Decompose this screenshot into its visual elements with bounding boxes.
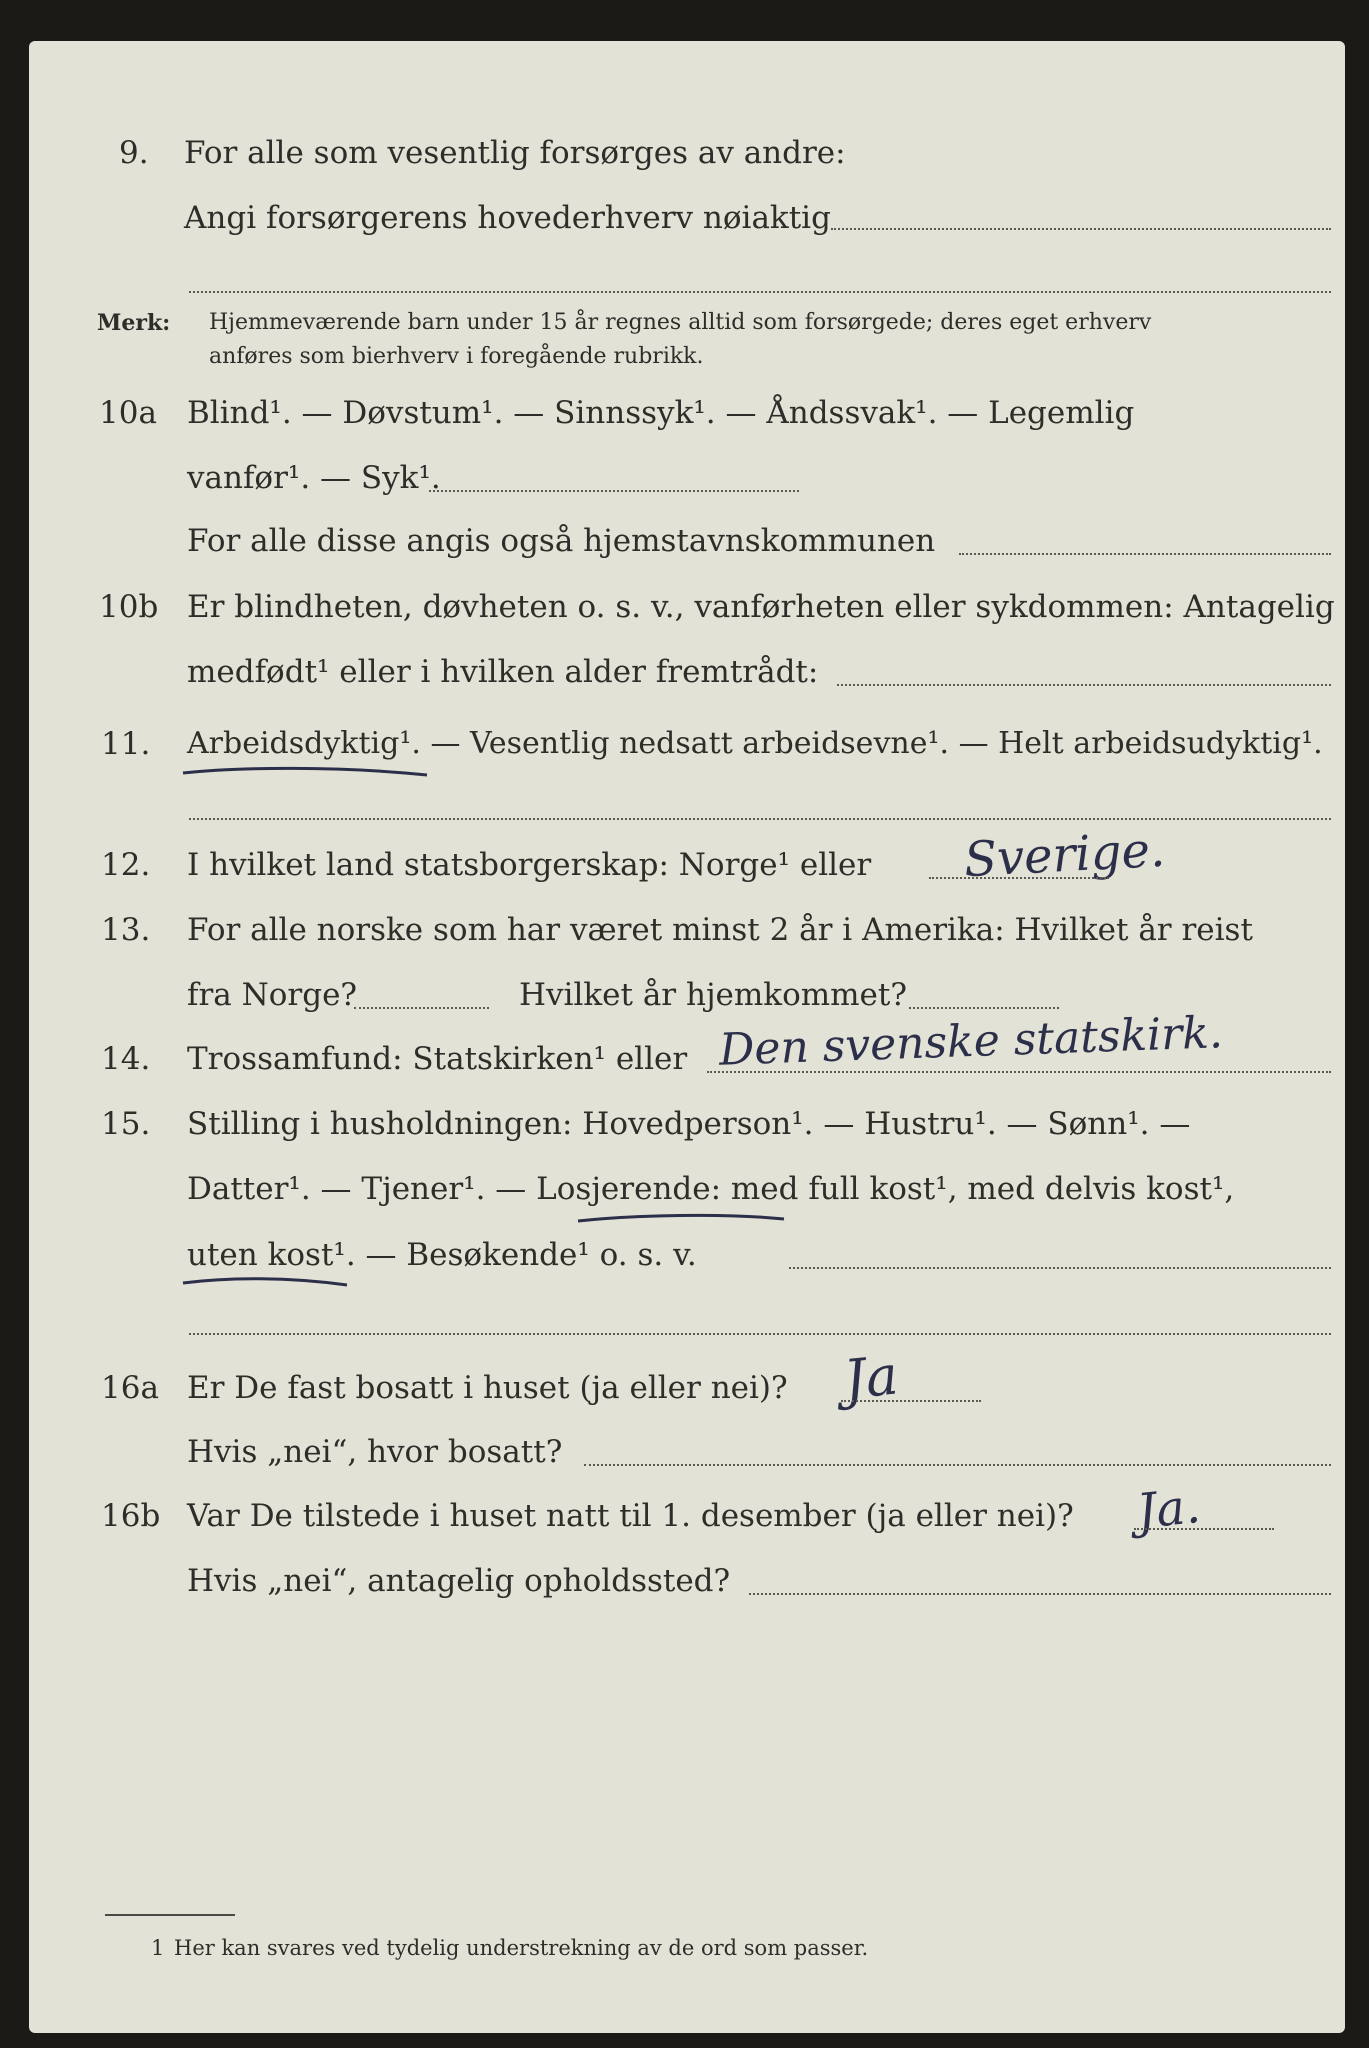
q16a-residence-line [584,1464,1331,1466]
q9-line1: For alle som vesentlig forsørges av andre: [184,135,846,171]
q13-line2-from: fra Norge? [187,977,358,1013]
q15-separator-line [189,1333,1331,1335]
q15-losjerende-underline [574,1209,794,1229]
q10a-line2: vanfør¹. — Syk¹. [187,460,441,496]
merk-line2: anføres som bierhverv i foregående rubrikk. [209,344,704,369]
q11-underline-mark [179,763,439,783]
census-form-sheet [29,41,1345,2033]
q11-number: 11. [101,726,151,762]
q13-line1: For alle norske som har været minst 2 år i Amerika: Hvilket år reist [187,912,1253,948]
q15-line2: Datter¹. — Tjener¹. — Losjerende: med full kost¹, med delvis kost¹, [187,1171,1235,1207]
q12-handwritten-answer: Sverige. [962,821,1167,889]
q9-answer-line-2 [189,291,1331,293]
q16b-location-line [749,1593,1331,1595]
q12-number: 12. [101,847,151,883]
q10b-number: 10b [99,589,159,625]
q11-separator-line [189,818,1331,820]
q15-number: 15. [101,1106,151,1142]
footnote-text: Her kan svares ved tydelig understrekning av de ord som passer. [174,1936,869,1960]
q11-line1: Arbeidsdyktig¹. — Vesentlig nedsatt arbeidsevne¹. — Helt arbeidsudyktig¹. [187,726,1323,761]
q10a-answer-line [429,490,799,492]
q10a-line1: Blind¹. — Døvstum¹. — Sinnssyk¹. — Åndssvak¹. — Legemlig [187,395,1135,431]
q16b-answer-line [1134,1528,1274,1530]
q16b-line2: Hvis „nei“, antagelig opholdssted? [187,1563,731,1599]
q10a-line3: For alle disse angis også hjemstavnskommunen [187,523,936,559]
q13-line2-return: Hvilket år hjemkommet? [519,977,907,1013]
q15-line3: uten kost¹. — Besøkende¹ o. s. v. [187,1237,697,1273]
q14-answer-line [707,1071,1331,1073]
q16b-handwritten-answer: Ja. [1134,1477,1203,1541]
q9-answer-line [831,228,1331,230]
q12-line1: I hvilket land statsborgerskap: Norge¹ eller [187,847,872,883]
q15-line1: Stilling i husholdningen: Hovedperson¹. — Hustru¹. — Sønn¹. — [187,1106,1191,1142]
q10a-hometown-line [959,553,1331,555]
q10a-number: 10a [99,395,157,431]
q14-number: 14. [101,1041,151,1077]
q16a-number: 16a [101,1370,159,1406]
q13-number: 13. [101,912,151,948]
q12-answer-line [929,877,1109,879]
q16a-answer-line [841,1400,981,1402]
q16a-line2: Hvis „nei“, hvor bosatt? [187,1434,563,1470]
q10b-line2: medfødt¹ eller i hvilken alder fremtrådt: [187,654,819,690]
q9-line2: Angi forsørgerens hovederhverv nøiaktig [184,200,831,236]
q16b-line1: Var De tilstede i huset natt til 1. desember (ja eller nei)? [187,1498,1074,1534]
q13-return-line [909,1007,1059,1009]
q10b-line1: Er blindheten, døvheten o. s. v., vanførheten eller sykdommen: Antagelig [187,589,1335,625]
footnote-rule [105,1914,235,1916]
footnote-mark: 1 [151,1936,165,1960]
q16a-line1: Er De fast bosatt i huset (ja eller nei)? [187,1370,788,1406]
q15-utenkost-underline [179,1273,359,1293]
q16a-handwritten-answer: Ja [840,1343,901,1412]
q9-number: 9. [119,135,149,171]
q10b-answer-line [837,684,1331,686]
merk-label: Merk: [97,310,171,336]
q13-departure-line [354,1007,489,1009]
q15-answer-line [789,1267,1331,1269]
merk-line1: Hjemmeværende barn under 15 år regnes alltid som forsørgede; deres eget erhverv [209,310,1152,335]
q16b-number: 16b [101,1498,161,1534]
q14-line1: Trossamfund: Statskirken¹ eller [187,1041,688,1077]
q14-handwritten-answer: Den svenske statskirk. [718,1007,1224,1076]
